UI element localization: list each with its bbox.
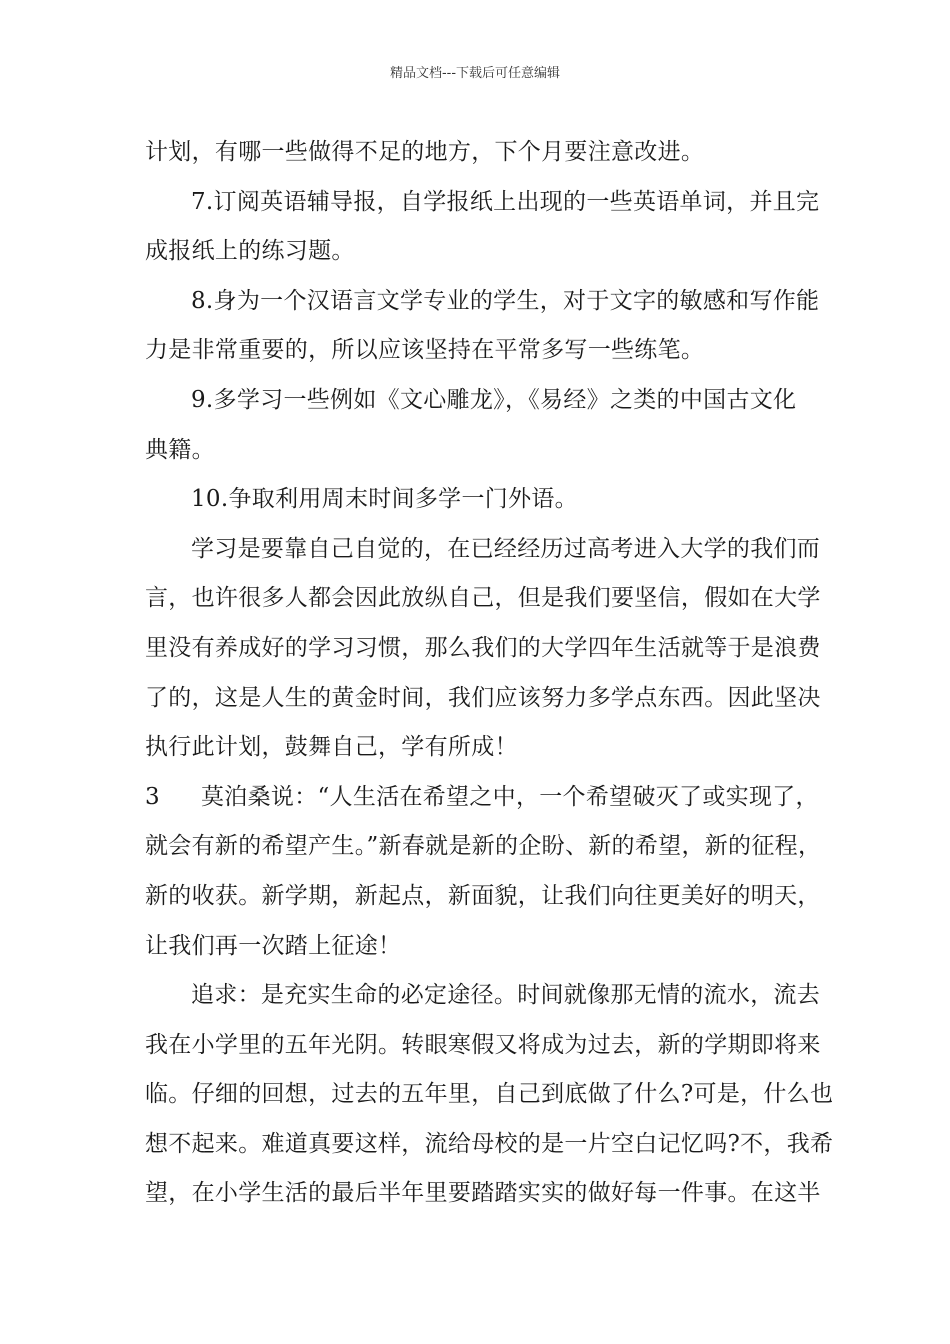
text-line bbox=[145, 128, 815, 178]
line-text: 望，在小学生活的最后半年里要踏踏实实的做好每一件事。在这半 bbox=[145, 1180, 821, 1207]
text-line bbox=[145, 277, 820, 327]
text-line bbox=[145, 376, 815, 426]
text-line bbox=[145, 426, 815, 476]
line-text: 想不起来。难道真要这样，流给母校的是一片空白记忆吗?不，我希 bbox=[145, 1130, 834, 1157]
line-text: 计划，有哪一些做得不足的地方，下个月要注意改进。 bbox=[145, 139, 705, 165]
text-line bbox=[145, 822, 822, 872]
text-line bbox=[145, 475, 815, 525]
page-header: 精品文档---下载后可任意编辑 bbox=[389, 66, 561, 81]
text-line bbox=[145, 1070, 834, 1120]
line-text: 力是非常重要的，所以应该坚持在平常多写一些练笔。 bbox=[145, 337, 705, 364]
text-line bbox=[145, 773, 819, 823]
line-text: 就会有新的希望产生。”新春就是新的企盼、新的希望，新的征程， bbox=[145, 833, 822, 860]
text-line bbox=[145, 227, 815, 277]
line-text: 里没有养成好的学习习惯，那么我们的大学四年生活就等于是浪费 bbox=[145, 634, 821, 661]
text-line bbox=[145, 525, 821, 575]
text-line bbox=[145, 723, 815, 773]
line-text: 新的收获。新学期，新起点，新面貌，让我们向往更美好的明天， bbox=[145, 882, 821, 909]
document-body bbox=[145, 128, 834, 1219]
text-line bbox=[145, 674, 821, 724]
text-line bbox=[145, 922, 815, 972]
line-text: 追求：是充实生命的必定途径。时间就像那无情的流水，流去 bbox=[191, 982, 821, 1009]
line-text: 学习是要靠自己自觉的，在已经经历过高考进入大学的我们而 bbox=[191, 535, 821, 562]
text-line bbox=[145, 624, 821, 674]
line-text: 9.多学习一些例如《文心雕龙》，《易经》之类的中国古文化 bbox=[191, 386, 797, 413]
line-text: 8.身为一个汉语言文学专业的学生，对于文字的敏感和写作能 bbox=[191, 287, 820, 314]
line-text: 临。仔细的回想，过去的五年里，自己到底做了什么?可是，什么也 bbox=[145, 1081, 834, 1108]
text-line bbox=[145, 574, 821, 624]
line-text: 了的，这是人生的黄金时间，我们应该努力多学点东西。因此坚决 bbox=[145, 684, 821, 711]
line-text: 言，也许很多人都会因此放纵自己，但是我们要坚信，假如在大学 bbox=[145, 585, 821, 612]
text-line bbox=[145, 971, 821, 1021]
line-text: 典籍。 bbox=[145, 436, 215, 463]
line-text: 成报纸上的练习题。 bbox=[145, 238, 355, 265]
text-line bbox=[145, 872, 821, 922]
line-text: 10.争取利用周末时间多学一门外语。 bbox=[191, 486, 578, 513]
text-line bbox=[145, 178, 820, 228]
line-text: 我在小学里的五年光阴。转眼寒假又将成为过去，新的学期即将来 bbox=[145, 1031, 821, 1058]
text-line bbox=[145, 326, 815, 376]
text-line bbox=[145, 1169, 821, 1219]
text-line bbox=[145, 1021, 821, 1071]
line-text: 7.订阅英语辅导报，自学报纸上出现的一些英语单词，并且完 bbox=[191, 188, 820, 215]
line-text: 莫泊桑说：“人生活在希望之中，一个希望破灭了或实现了， bbox=[201, 783, 819, 810]
line-text: 让我们再一次踏上征途！ bbox=[145, 932, 402, 959]
section-number: 3 bbox=[145, 783, 160, 810]
line-text: 执行此计划，鼓舞自己，学有所成！ bbox=[145, 734, 518, 761]
text-line bbox=[145, 1120, 834, 1170]
